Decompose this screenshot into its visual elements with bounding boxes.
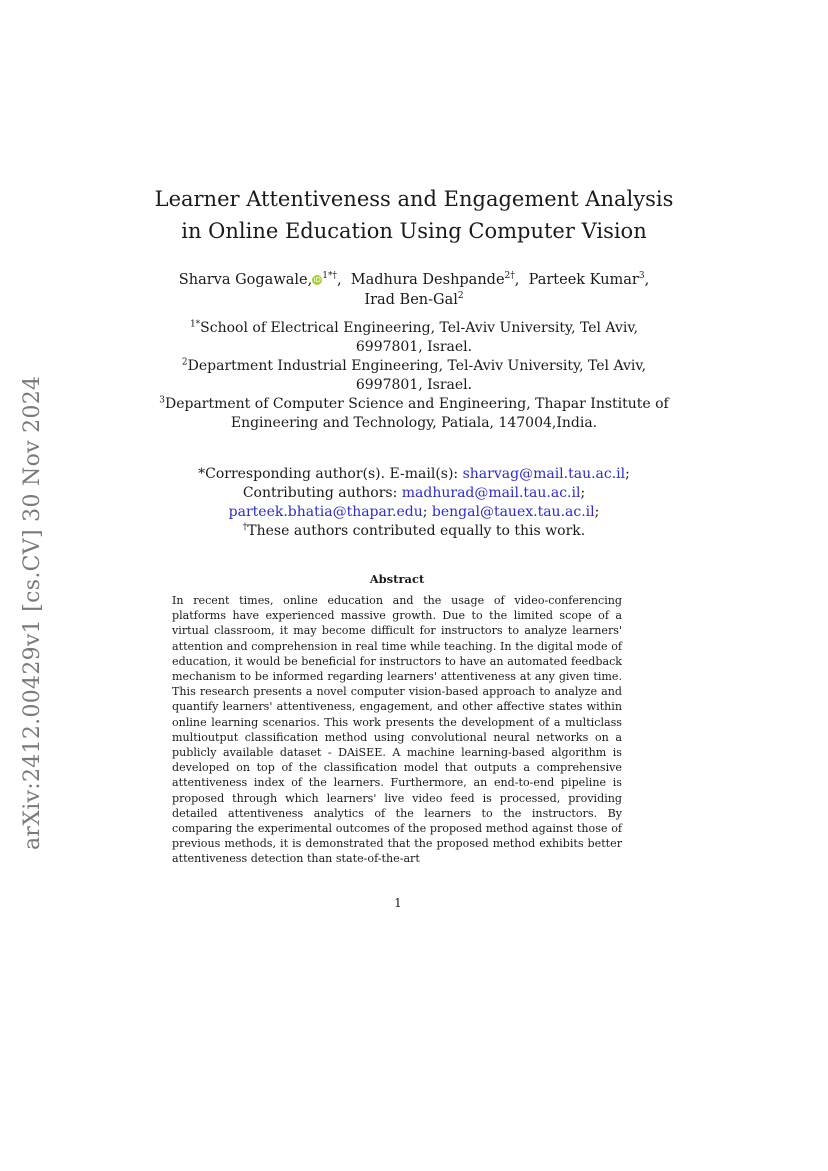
contributing-authors-line-2: parteek.bhatia@thapar.edu; bengal@tauex.tau.ac.il; — [228, 504, 600, 520]
paper-title — [0, 183, 828, 247]
email-link[interactable]: parteek.bhatia@thapar.edu — [228, 504, 423, 520]
email-link[interactable]: bengal@tauex.tau.ac.il — [431, 504, 595, 520]
orcid-icon[interactable]: iD — [313, 276, 321, 284]
author-superscript: 2 — [457, 291, 464, 302]
author-superscript: 1*† — [322, 271, 337, 282]
equal-contribution-note: †These authors contributed equally to this work. — [242, 522, 586, 539]
contributing-authors-line: Contributing authors: madhurad@mail.tau.ac.il; — [242, 485, 586, 501]
author-name: Sharva Gogawale, — [178, 272, 313, 288]
page-number: 1 — [394, 896, 402, 910]
affiliation-1: $^{1*}$School of Electrical Engineering, Tel-Aviv University, Tel Aviv, 6997801, Israel. — [189, 319, 639, 355]
affiliation-3: $^3$Department of Computer Science and Engineering, Thapar Institute of Engineering and Technology, Patiala, 147004,India. — [159, 395, 669, 431]
title-line-1: Learner Attentiveness and Engagement Analysis — [154, 187, 674, 211]
affiliations — [0, 319, 828, 433]
author-line-1: Sharva $Gogawale,iD^{1*\dagger}$, Madhura Deshpande$^{2\dagger}$, Parteek Kumar$^3$, — [178, 271, 650, 288]
corresponding-author-line: *Corresponding author(s). E-mail(s): sharvag@mail.tau.ac.il; — [198, 466, 630, 482]
author-superscript: 3 — [638, 271, 645, 282]
abstract-body: In recent times, online education and the usage of video-conferencing platforms have experienced massive growth. Due to the limited scope of a virtual classroom, it may become difficult for instructors to analyze learners' attention and comprehension in real time while teaching. In the digital mode of education, it would be beneficial for instructors to have an automated feedback mechanism to be informed regarding learners' attentiveness at any given time. This research presents a novel computer vision-based approach to analyze and quantify learners' attentiveness, engagement, and other affective states within online learning scenarios. This work presents the development of a multiclass multioutput classification method using convolutional neural networks on a publicly available dataset - DAiSEE. A machine learning-based algorithm is developed on top of the classification model that outputs a comprehensive attentiveness index of the learners. Furthermore, an end-to-end pipeline is proposed through which learners' live video feed is processed, providing detailed attentiveness analytics of the learners to the instructors. By comparing the experimental outcomes of the proposed method against those of previous methods, it is demonstrated that the proposed method exhibits better attentiveness detection than state-of-the-art — [172, 594, 622, 866]
author-name: Parteek Kumar — [528, 272, 639, 288]
author-name: Irad Ben-Gal — [364, 292, 458, 308]
author-list — [0, 270, 828, 310]
title-line-2: in Online Education Using Computer Vision — [181, 219, 647, 243]
affiliation-2: $^2$Department Industrial Engineering, Tel-Aviv University, Tel Aviv, 6997801, Israel. — [181, 357, 647, 393]
author-name: Madhura Deshpande — [350, 272, 505, 288]
email-link[interactable]: madhurad@mail.tau.ac.il — [401, 485, 581, 501]
author-superscript: 2† — [504, 271, 515, 282]
email-link[interactable]: sharvag@mail.tau.ac.il — [462, 466, 626, 482]
abstract-heading: Abstract — [369, 572, 425, 586]
arxiv-identifier: arXiv:2412.00429v1 [cs.CV] 30 Nov 2024 — [20, 375, 45, 850]
contact-info — [0, 465, 828, 541]
author-line-2 — [0, 290, 828, 310]
